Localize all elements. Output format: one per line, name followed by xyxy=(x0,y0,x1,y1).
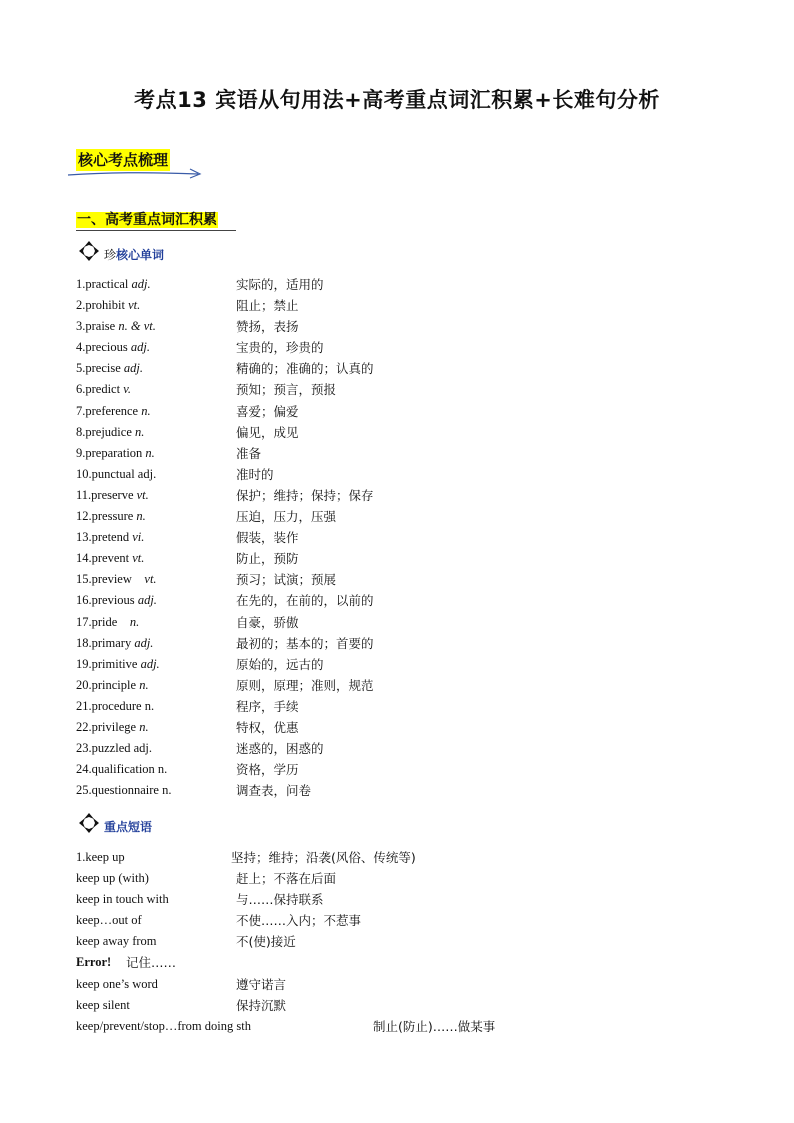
diamond-arrows-icon xyxy=(78,240,100,262)
word-term xyxy=(76,780,171,801)
word-meaning: 原始的，远古的 xyxy=(236,656,324,672)
word-meaning: 防止，预防 xyxy=(236,551,299,567)
word-term xyxy=(76,696,154,717)
word-term xyxy=(76,485,149,506)
phrase-meaning: 不(使)接近 xyxy=(236,934,296,950)
word-term xyxy=(76,295,140,316)
word-meaning: 预知；预言，预报 xyxy=(236,382,337,398)
word-meaning: 预习；试演；预展 xyxy=(236,572,337,588)
word-pos: n. xyxy=(145,445,155,460)
word-pos: n. xyxy=(129,614,140,629)
phrase-meaning: 保持沉默 xyxy=(236,997,287,1013)
word-pos: n. xyxy=(136,509,146,524)
word-text: 8.prejudice xyxy=(76,424,136,439)
word-meaning: 压迫，压力，压强 xyxy=(236,509,337,525)
word-text: 3.praise xyxy=(76,319,119,334)
phrase-meaning: 坚持；维持；沿袭(风俗、传统等) xyxy=(231,850,416,865)
phrase-meaning: 与……保持联系 xyxy=(236,892,324,908)
word-pos: adj. xyxy=(131,277,151,291)
phrase-term: keep one’s word xyxy=(76,976,158,991)
word-text: 14.prevent xyxy=(76,551,133,566)
word-text: 13.pretend xyxy=(76,530,133,545)
phrase-meaning: 记住…… xyxy=(126,955,177,971)
word-meaning: 最初的；基本的；首要的 xyxy=(236,635,374,651)
word-text: 5.precise xyxy=(76,361,124,376)
word-pos: vt. xyxy=(128,298,141,313)
word-pos: n. xyxy=(135,424,145,439)
word-term xyxy=(76,443,155,464)
word-meaning: 调查表，问卷 xyxy=(236,783,312,799)
word-term xyxy=(76,464,156,485)
word-pos: vt. xyxy=(136,487,149,502)
word-pos: adj. xyxy=(140,656,160,671)
arrow-icon xyxy=(66,168,206,180)
word-term xyxy=(76,654,160,675)
word-pos: adj. xyxy=(130,340,150,355)
word-meaning: 宝贵的，珍贵的 xyxy=(236,340,324,356)
word-text: 1.practical xyxy=(76,277,132,291)
word-pos: n. xyxy=(141,403,151,418)
word-pos: v. xyxy=(123,382,131,397)
core-words-label: 珍核心单词 xyxy=(104,248,165,262)
word-term xyxy=(76,675,149,696)
word-meaning: 阻止；禁止 xyxy=(236,298,299,314)
word-pos: n. xyxy=(139,719,149,734)
word-text: 23.puzzled adj. xyxy=(76,741,153,756)
word-term xyxy=(76,316,156,337)
word-meaning: 在先的，在前的，以前的 xyxy=(236,593,374,609)
word-meaning: 程序，手续 xyxy=(236,698,299,714)
word-meaning: 赞扬，表扬 xyxy=(236,319,299,335)
section-tag: 核心考点梳理 xyxy=(78,151,169,169)
word-text: 15.preview xyxy=(76,572,145,587)
word-meaning: 保护；维持；保持；保存 xyxy=(236,487,374,503)
word-meaning: 资格，学历 xyxy=(236,762,299,778)
word-meaning: 喜爱；偏爱 xyxy=(236,403,299,419)
word-term xyxy=(76,506,146,527)
word-text: 11.preserve xyxy=(76,487,137,502)
diamond-arrows-icon xyxy=(78,812,100,834)
word-text: 7.preference xyxy=(76,403,142,418)
word-text: 24.qualification n. xyxy=(76,762,168,777)
word-text: 25.questionnaire n. xyxy=(76,783,172,798)
phrase-term: keep silent xyxy=(76,997,130,1012)
word-text: 17.pride xyxy=(76,614,130,629)
word-text: 19.primitive xyxy=(76,656,141,671)
error-marker: Error! xyxy=(76,955,112,970)
phrase-term: keep up (with) xyxy=(76,871,149,886)
word-meaning: 特权，优惠 xyxy=(236,719,299,735)
core-words-heading xyxy=(78,240,164,262)
page-title: 考点13 宾语从句用法+高考重点词汇积累+长难句分析 xyxy=(134,88,660,112)
word-meaning: 准时的 xyxy=(236,466,274,482)
word-text: 22.privilege xyxy=(76,719,140,734)
word-term xyxy=(76,569,157,590)
word-text: 9.preparation xyxy=(76,445,146,460)
word-meaning: 偏见，成见 xyxy=(236,424,299,440)
word-term xyxy=(76,274,151,295)
word-term xyxy=(76,633,153,654)
word-term xyxy=(76,612,139,633)
word-term xyxy=(76,358,143,379)
subsection-heading xyxy=(76,211,218,229)
word-pos: adj. xyxy=(134,635,154,650)
word-text: 16.previous xyxy=(76,593,138,608)
word-text: 6.predict xyxy=(76,382,124,397)
word-text: 18.primary xyxy=(76,635,135,650)
subsection-underline xyxy=(76,230,236,231)
word-meaning: 精确的；准确的；认真的 xyxy=(236,361,374,377)
word-pos: adj. xyxy=(137,593,157,608)
word-text: 2.prohibit xyxy=(76,298,129,313)
word-text: 12.pressure xyxy=(76,509,137,524)
word-pos: adj. xyxy=(123,361,144,376)
phrase-term: 1.keep up xyxy=(76,850,125,864)
subsection-title: 一、高考重点词汇积累 xyxy=(77,212,217,228)
word-text: 20.principle xyxy=(76,677,140,692)
word-term xyxy=(76,590,157,611)
word-meaning: 准备 xyxy=(236,445,262,461)
phrase-meaning: 遵守诺言 xyxy=(236,976,287,992)
phrase-term: keep…out of xyxy=(76,913,142,928)
phrase-term: keep away from xyxy=(76,934,157,949)
word-meaning: 假装，装作 xyxy=(236,530,299,546)
word-meaning: 自豪，骄傲 xyxy=(236,614,299,630)
word-meaning: 迷惑的，困惑的 xyxy=(236,741,324,757)
word-term xyxy=(76,379,131,400)
phrase-term: keep in touch with xyxy=(76,892,169,907)
phrase-meaning: 制止(防止)……做某事 xyxy=(373,1018,496,1034)
key-phrases-label: 重点短语 xyxy=(104,820,153,834)
word-pos: vi. xyxy=(132,530,145,545)
phrase-term: keep/prevent/stop…from doing sth xyxy=(76,1018,251,1033)
phrase-meaning: 不使……入内；不惹事 xyxy=(236,913,362,929)
word-meaning: 原则，原理；准则，规范 xyxy=(236,677,374,693)
word-text: 21.procedure n. xyxy=(76,698,155,713)
word-text: 10.punctual adj. xyxy=(76,466,157,481)
phrase-meaning: 赶上；不落在后面 xyxy=(236,871,337,887)
word-pos: n. xyxy=(139,677,149,692)
word-term xyxy=(76,401,151,422)
word-pos: vt. xyxy=(132,551,145,566)
word-term xyxy=(76,527,144,548)
word-term xyxy=(76,759,167,780)
word-pos: vt. xyxy=(144,572,157,587)
word-term xyxy=(76,738,152,759)
word-term xyxy=(76,548,144,569)
word-pos: n. & vt. xyxy=(118,319,156,334)
word-text: 4.precious xyxy=(76,340,131,355)
word-meaning: 实际的，适用的 xyxy=(236,277,324,292)
word-term xyxy=(76,422,144,443)
word-term xyxy=(76,337,150,358)
word-term xyxy=(76,717,149,738)
key-phrases-heading xyxy=(78,812,152,834)
